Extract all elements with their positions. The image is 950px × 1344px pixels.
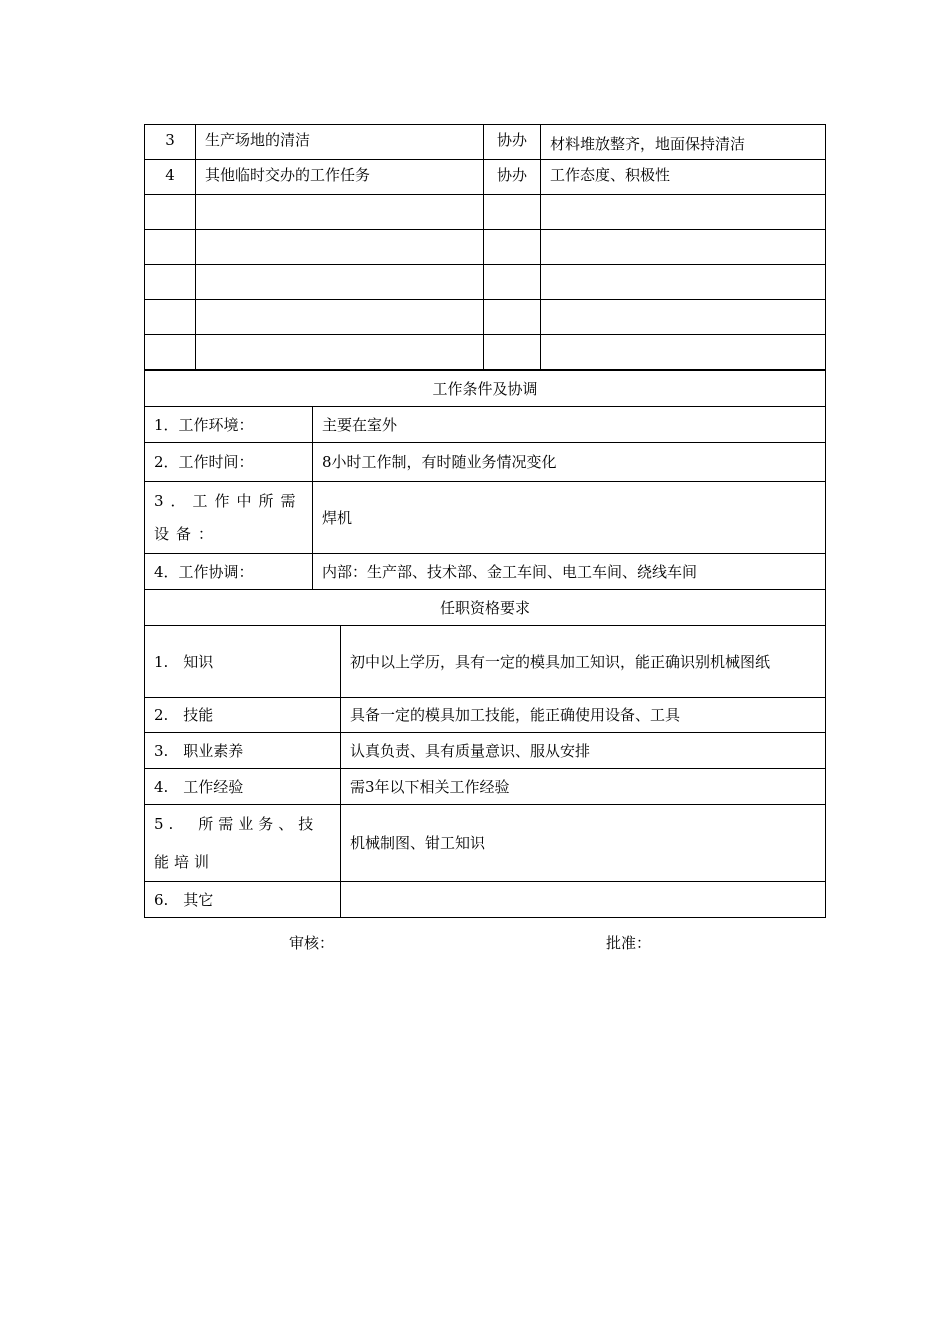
condition-value: 8小时工作制，有时随业务情况变化 — [313, 443, 826, 482]
empty-row — [145, 300, 826, 335]
duty-task: 生产场地的清洁 — [196, 125, 484, 160]
qualification-label: 5. 所需业务、技能培训 — [145, 805, 341, 882]
duty-row — [145, 160, 826, 195]
qualification-row — [145, 626, 826, 698]
condition-label: 4．工作协调： — [145, 554, 313, 590]
conditions-title: 工作条件及协调 — [145, 371, 826, 407]
review-label: 审核： — [289, 934, 335, 952]
qualification-value: 机械制图、钳工知识 — [341, 805, 826, 882]
condition-value: 内部：生产部、技术部、金工车间、电工车间、绕线车间 — [313, 554, 826, 590]
conditions-table — [144, 370, 826, 590]
condition-row — [145, 482, 826, 554]
duty-no: 4 — [145, 160, 196, 195]
empty-row — [145, 335, 826, 370]
condition-value: 主要在室外 — [313, 407, 826, 443]
duty-role: 协办 — [484, 125, 541, 160]
duty-row — [145, 125, 826, 160]
qualification-row — [145, 882, 826, 918]
qualifications-title: 任职资格要求 — [145, 590, 826, 626]
condition-row — [145, 443, 826, 482]
empty-row — [145, 265, 826, 300]
qualification-row — [145, 698, 826, 733]
qualification-label: 3. 职业素养 — [145, 733, 341, 769]
condition-label: 3．工作中所需设备： — [145, 482, 313, 554]
qualification-label: 2. 技能 — [145, 698, 341, 733]
duty-standard: 工作态度、积极性 — [541, 160, 826, 195]
qualification-value: 具备一定的模具加工技能，能正确使用设备、工具 — [341, 698, 826, 733]
condition-value: 焊机 — [313, 482, 826, 554]
qualification-value — [341, 882, 826, 918]
qualification-row — [145, 733, 826, 769]
empty-row — [145, 230, 826, 265]
qualification-row — [145, 769, 826, 805]
duty-role: 协办 — [484, 160, 541, 195]
qualification-label: 4. 工作经验 — [145, 769, 341, 805]
condition-label: 1．工作环境： — [145, 407, 313, 443]
qualification-value: 认真负责、具有质量意识、服从安排 — [341, 733, 826, 769]
duty-standard: 材料堆放整齐，地面保持清洁 — [541, 125, 826, 160]
qualification-row — [145, 805, 826, 882]
qualification-label: 1. 知识 — [145, 626, 341, 698]
qualification-label: 6. 其它 — [145, 882, 341, 918]
duties-table — [144, 124, 826, 370]
condition-label: 2．工作时间： — [145, 443, 313, 482]
qualification-value: 初中以上学历，具有一定的模具加工知识，能正确识别机械图纸 — [341, 626, 826, 698]
approve-label: 批准： — [606, 934, 652, 952]
condition-row — [145, 554, 826, 590]
qualifications-table — [144, 589, 826, 918]
empty-row — [145, 195, 826, 230]
condition-row — [145, 407, 826, 443]
duty-task: 其他临时交办的工作任务 — [196, 160, 484, 195]
qualification-value: 需3年以下相关工作经验 — [341, 769, 826, 805]
duty-no: 3 — [145, 125, 196, 160]
